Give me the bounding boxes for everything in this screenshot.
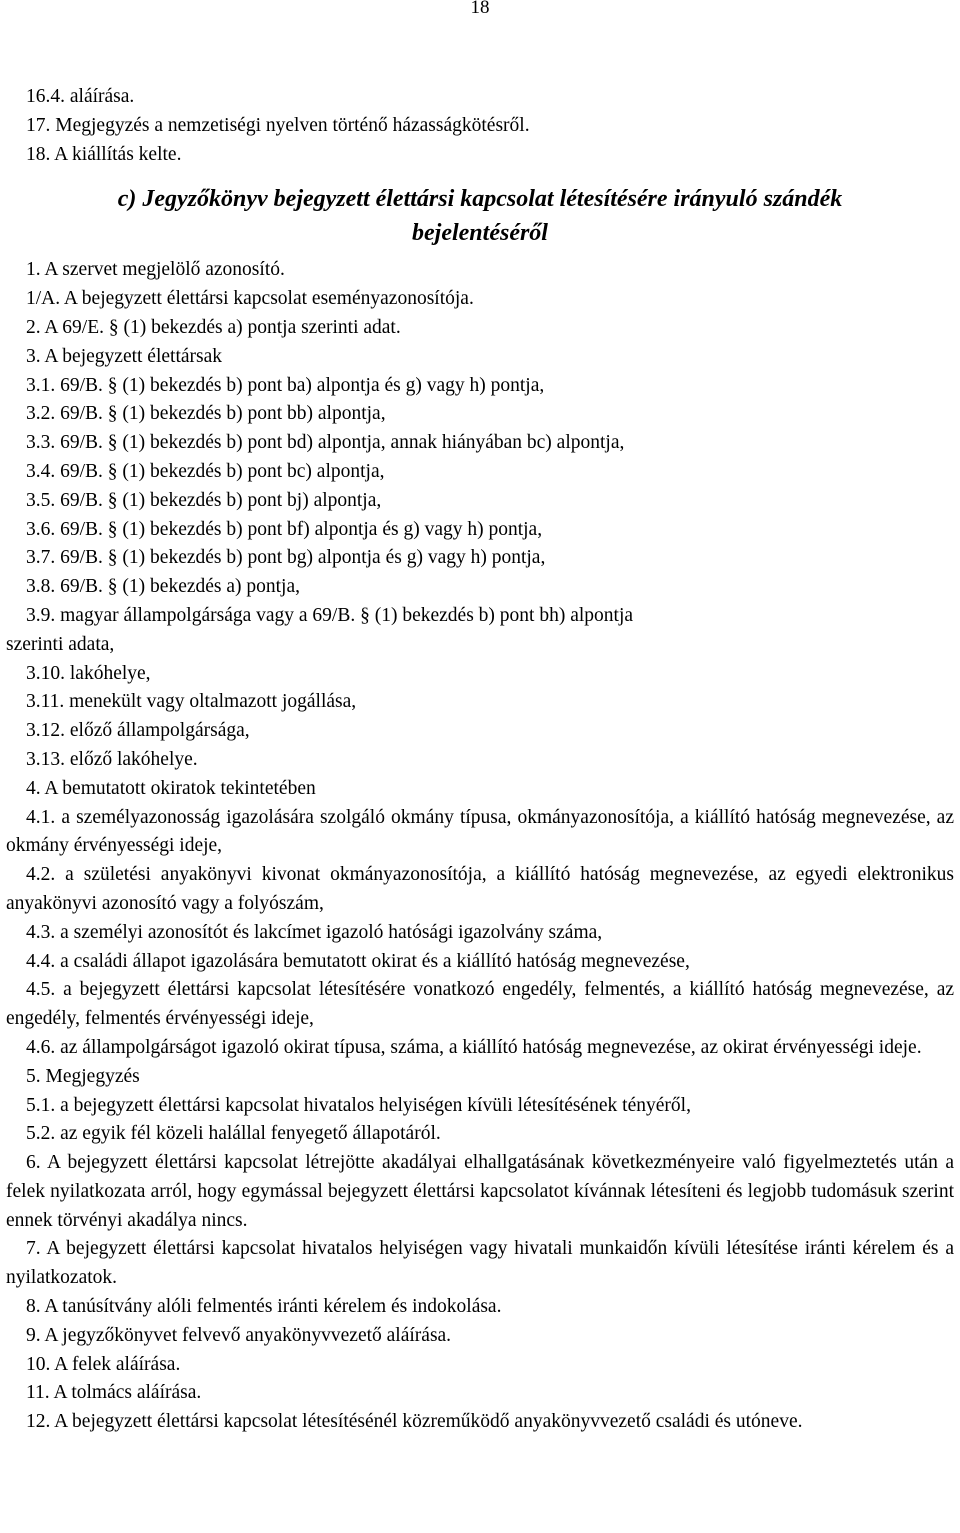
paragraph: 10. A felek aláírása. xyxy=(26,1353,181,1375)
list-item: 3.9. magyar állampolgársága vagy a 69/B. § (1) bekezdés b) pont bh) alpontja xyxy=(26,604,634,626)
list-item: 3.11. menekült vagy oltalmazott jogállása, xyxy=(26,691,357,713)
paragraph: 4.5. a bejegyzett élettársi kapcsolat létesítésére vonatkozó engedély, felmentés, a kiállító hatóság megnevezése, az engedély, felmentés érvényességi ideje, xyxy=(6,979,954,1030)
section-heading-line: bejelentéséről xyxy=(412,220,548,247)
list-item: 3. A bejegyzett élettársak xyxy=(26,345,223,367)
list-item: 1/A. A bejegyzett élettársi kapcsolat eseményazonosítója. xyxy=(26,288,474,310)
paragraph: 11. A tolmács aláírása. xyxy=(26,1382,202,1404)
list-item: 4. A bemutatott okiratok tekintetében xyxy=(26,777,316,799)
list-item: 18. A kiállítás kelte. xyxy=(26,143,182,165)
list-item: 3.10. lakóhelye, xyxy=(26,662,151,684)
list-item-continuation: szerinti adata, xyxy=(6,633,115,655)
paragraph: 7. A bejegyzett élettársi kapcsolat hivatalos helyiségen vagy hivatali munkaidőn kívüli létesítése iránti kérelem és a nyilatkozatok. xyxy=(6,1238,954,1289)
list-item: 17. Megjegyzés a nemzetiségi nyelven történő házasságkötésről. xyxy=(26,114,530,136)
list-item: 3.6. 69/B. § (1) bekezdés b) pont bf) alpontja és g) vagy h) pontja, xyxy=(26,518,543,540)
paragraph: 4.2. a születési anyakönyvi kivonat okmányazonosítója, a kiállító hatóság megnevezése, az egyedi elektronikus anyakönyvi azonosító vagy a folyószám, xyxy=(6,864,954,914)
list-item: 1. A szervet megjelölő azonosító. xyxy=(26,259,285,281)
list-item: 3.3. 69/B. § (1) bekezdés b) pont bd) alpontja, annak hiányában bc) alpontja, xyxy=(26,432,625,454)
paragraph: 4.1. a személyazonosság igazolására szolgáló okmány típusa, okmányazonosítója, a kiállító hatóság megnevezése, az okmány érvényességi ideje, xyxy=(6,806,954,857)
paragraph: 5. Megjegyzés xyxy=(26,1065,140,1087)
list-item: 3.8. 69/B. § (1) bekezdés a) pontja, xyxy=(26,576,301,598)
paragraph: 4.6. az állampolgárságot igazoló okirat típusa, száma, a kiállító hatóság megnevezése, az okirat érvényességi ideje. xyxy=(26,1036,922,1058)
list-item: 3.12. előző állampolgársága, xyxy=(26,720,250,742)
list-item: 3.4. 69/B. § (1) bekezdés b) pont bc) alpontja, xyxy=(26,460,385,482)
paragraph: 12. A bejegyzett élettársi kapcsolat létesítésénél közreműködő anyakönyvvezető családi és utóneve. xyxy=(26,1411,803,1433)
section-heading xyxy=(6,182,954,250)
list-item: 2. A 69/E. § (1) bekezdés a) pontja szerinti adat. xyxy=(26,316,401,338)
paragraph: 6. A bejegyzett élettársi kapcsolat létrejötte akadályai elhallgatásának következményeire való figyelmeztetés után a felek nyilatkozata arról, hogy egymással bejegyzett élettársi kapcsolatot kívánnak létesíteni és legjobb tudomásuk szerint ennek törvényi akadálya nincs. xyxy=(6,1152,954,1231)
paragraph: 5.1. a bejegyzett élettársi kapcsolat hivatalos helyiségen kívüli létesítésének tényéről, xyxy=(26,1094,691,1116)
paragraph: 9. A jegyzőkönyvet felvevő anyakönyvvezető aláírása. xyxy=(26,1324,452,1346)
list-item: 3.2. 69/B. § (1) bekezdés b) pont bb) alpontja, xyxy=(26,403,386,425)
list-item: 16.4. aláírása. xyxy=(26,86,135,107)
list-item: 3.1. 69/B. § (1) bekezdés b) pont ba) alpontja és g) vagy h) pontja, xyxy=(26,374,545,396)
paragraph: 4.3. a személyi azonosítót és lakcímet igazoló hatósági igazolvány száma, xyxy=(26,921,603,943)
paragraph: 8. A tanúsítvány alóli felmentés iránti kérelem és indokolása. xyxy=(26,1296,502,1318)
list-item: 3.5. 69/B. § (1) bekezdés b) pont bj) alpontja, xyxy=(26,489,382,511)
paragraph: 4.4. a családi állapot igazolására bemutatott okirat és a kiállító hatóság megnevezése, xyxy=(26,950,690,972)
list-item: 3.13. előző lakóhelye. xyxy=(26,748,198,770)
paragraph: 5.2. az egyik fél közeli halállal fenyegető állapotáról. xyxy=(26,1123,441,1145)
list-item: 3.7. 69/B. § (1) bekezdés b) pont bg) alpontja és g) vagy h) pontja, xyxy=(26,547,546,569)
document-body xyxy=(6,83,954,1437)
page-number: 18 xyxy=(470,0,490,18)
section-heading-line: c) Jegyzőkönyv bejegyzett élettársi kapcsolat létesítésére irányuló szándék xyxy=(117,186,843,213)
